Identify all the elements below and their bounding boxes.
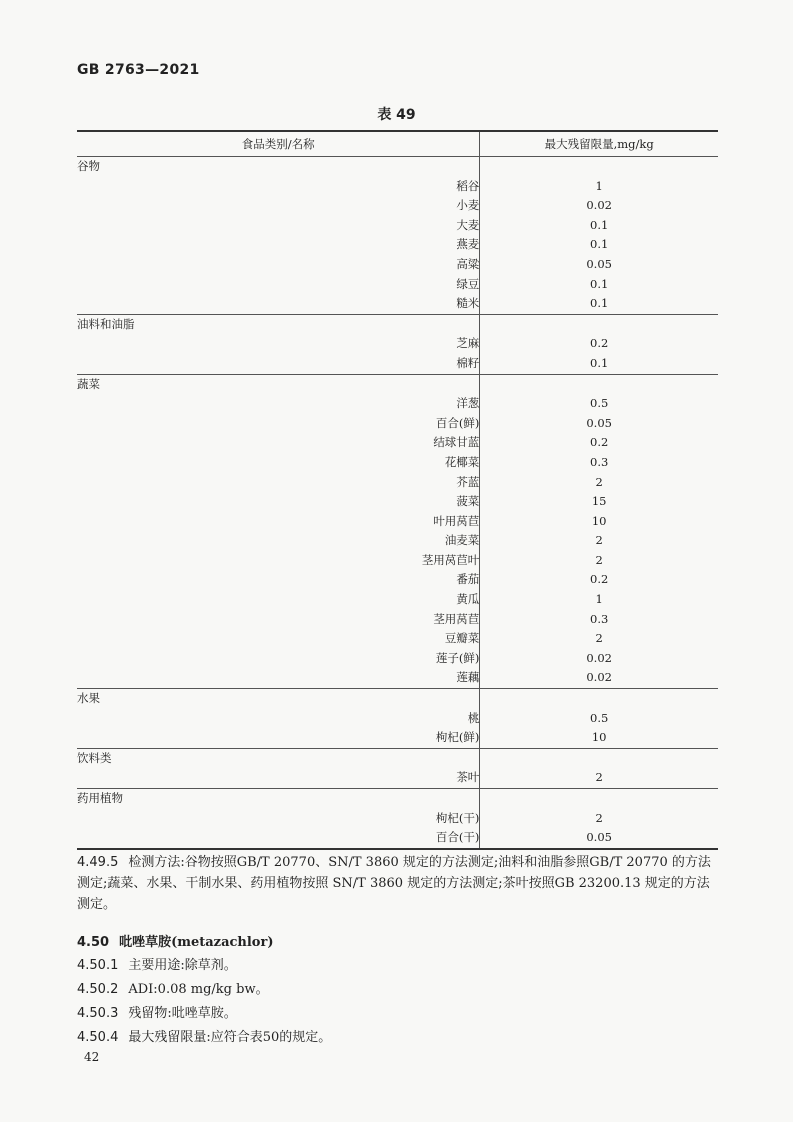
table-row: [77, 216, 718, 236]
mrl-value: 0.3: [590, 611, 609, 626]
mrl-value: 1: [595, 592, 603, 607]
table-header-row: [77, 131, 718, 157]
food-name: 燕麦: [77, 235, 480, 255]
table-row: [77, 551, 718, 571]
section-number: 4.50.3: [77, 1006, 119, 1021]
table-row: [77, 629, 718, 649]
mrl-value: 0.02: [480, 668, 718, 688]
paragraph-4-49-5: [77, 852, 719, 915]
mrl-value: 0.1: [480, 294, 718, 314]
food-name: 洋葱: [77, 394, 480, 414]
table-row: [77, 531, 718, 551]
table-row: [77, 473, 718, 493]
table-body: [77, 157, 718, 849]
food-name: 糙米: [77, 294, 480, 314]
mrl-value: 10: [591, 513, 607, 528]
food-name: 百合(鲜): [77, 414, 480, 434]
section-text: 最大残留限量:应符合表50的规定。: [128, 1030, 332, 1045]
table-row: [77, 235, 718, 255]
table-row: [77, 768, 718, 788]
mrl-value: 0.1: [590, 217, 609, 232]
column-header-food: 食品类别/名称: [77, 131, 480, 157]
food-name: 叶用莴苣: [77, 512, 480, 532]
section-text: 残留物:吡唑草胺。: [128, 1006, 237, 1021]
table-row: [77, 512, 718, 532]
food-name: 枸杞(鲜): [77, 728, 480, 748]
table-row: [77, 728, 718, 748]
paragraph-4-50: [77, 932, 719, 953]
category-row: [77, 789, 718, 809]
category-value-cell: [480, 157, 718, 177]
food-name: 芥蓝: [77, 473, 480, 493]
category-value-cell: [480, 748, 718, 768]
table-row: [77, 453, 718, 473]
category-label: 油料和油脂: [77, 314, 480, 334]
food-name: 豆瓣菜: [77, 629, 480, 649]
table-row: [77, 809, 718, 829]
mrl-value: 2: [480, 768, 718, 788]
category-value-cell: [480, 374, 718, 394]
table-row: [77, 177, 718, 197]
table-row: [77, 668, 718, 688]
food-name: 绿豆: [77, 275, 480, 295]
food-name: 稻谷: [77, 177, 480, 197]
category-label: 饮料类: [77, 748, 480, 768]
food-name: 枸杞(干): [77, 809, 480, 829]
paragraph-4-50-1: [77, 955, 719, 976]
paragraph-4-50-3: [77, 1003, 719, 1024]
table-row: [77, 433, 718, 453]
section-heading: 吡唑草胺(metazachlor): [119, 935, 274, 950]
category-value-cell: [480, 689, 718, 709]
table-row: [77, 610, 718, 630]
mrl-value: 0.05: [586, 415, 612, 430]
food-name: 黄瓜: [77, 590, 480, 610]
food-name: 百合(干): [77, 828, 480, 849]
section-text: 检测方法:谷物按照GB/T 20770、SN/T 3860 规定的方法测定;油料和油脂参照GB/T 20770 的方法测定;蔬菜、水果、干制水果、药用植物按照 SN/T 3860 规定的方法测定;茶叶按照GB 23200.13 规定的方法测定。: [77, 855, 711, 912]
mrl-value: 1: [595, 178, 603, 193]
food-name: 茎用莴苣叶: [77, 551, 480, 571]
section-number: 4.50.4: [77, 1030, 119, 1045]
table-row: [77, 255, 718, 275]
category-row: [77, 314, 718, 334]
mrl-value: 0.1: [590, 237, 609, 252]
category-row: [77, 748, 718, 768]
table-row: [77, 828, 718, 849]
section-text: 主要用途:除草剂。: [128, 958, 237, 973]
table-row: [77, 196, 718, 216]
paragraph-4-50-2: [77, 979, 719, 1000]
food-name: 番茄: [77, 570, 480, 590]
section-text: ADI:0.08 mg/kg bw。: [128, 982, 269, 997]
mrl-value: 2: [595, 631, 603, 646]
mrl-value: 0.1: [590, 276, 609, 291]
mrl-value: 0.02: [586, 198, 612, 213]
mrl-value: 15: [591, 494, 607, 509]
mrl-value: 10: [480, 728, 718, 748]
mrl-value: 0.2: [590, 572, 609, 587]
table-title: 表 49: [377, 107, 416, 123]
category-label: 蔬菜: [77, 374, 480, 394]
column-header-mrl: 最大残留限量,mg/kg: [480, 131, 718, 157]
category-label: 药用植物: [77, 789, 480, 809]
section-number: 4.50: [77, 935, 110, 950]
standard-code: GB 2763—2021: [77, 62, 200, 78]
food-name: 莲子(鲜): [77, 649, 480, 669]
section-number: 4.49.5: [77, 855, 119, 870]
food-name: 芝麻: [77, 334, 480, 354]
food-name: 菠菜: [77, 492, 480, 512]
food-name: 莲藕: [77, 668, 480, 688]
mrl-value: 0.2: [590, 435, 609, 450]
category-label: 谷物: [77, 157, 480, 177]
mrl-value: 2: [595, 552, 603, 567]
food-name: 桃: [77, 709, 480, 729]
mrl-value: 0.02: [586, 650, 612, 665]
residue-limit-table: [77, 130, 718, 850]
mrl-value: 0.05: [586, 256, 612, 271]
table-row: [77, 394, 718, 414]
table-row: [77, 709, 718, 729]
section-number: 4.50.2: [77, 982, 119, 997]
food-name: 花椰菜: [77, 453, 480, 473]
category-row: [77, 689, 718, 709]
page-number: 42: [84, 1050, 100, 1064]
table-row: [77, 492, 718, 512]
food-name: 小麦: [77, 196, 480, 216]
section-number: 4.50.1: [77, 958, 119, 973]
food-name: 茶叶: [77, 768, 480, 788]
category-value-cell: [480, 789, 718, 809]
mrl-value: 0.05: [480, 828, 718, 849]
category-row: [77, 157, 718, 177]
mrl-value: 0.5: [590, 710, 609, 725]
mrl-value: 0.2: [590, 336, 609, 351]
mrl-value: 2: [595, 474, 603, 489]
food-name: 油麦菜: [77, 531, 480, 551]
table-row: [77, 354, 718, 374]
category-value-cell: [480, 314, 718, 334]
food-name: 高粱: [77, 255, 480, 275]
category-row: [77, 374, 718, 394]
mrl-value: 0.5: [590, 396, 609, 411]
category-label: 水果: [77, 689, 480, 709]
table-row: [77, 649, 718, 669]
food-name: 大麦: [77, 216, 480, 236]
food-name: 茎用莴苣: [77, 610, 480, 630]
paragraph-4-50-4: [77, 1027, 719, 1048]
table-row: [77, 590, 718, 610]
food-name: 棉籽: [77, 354, 480, 374]
mrl-value: 0.1: [480, 354, 718, 374]
table-row: [77, 334, 718, 354]
mrl-value: 2: [595, 810, 603, 825]
table-row: [77, 275, 718, 295]
table-row: [77, 414, 718, 434]
mrl-value: 0.3: [590, 454, 609, 469]
food-name: 结球甘蓝: [77, 433, 480, 453]
mrl-value: 2: [595, 533, 603, 548]
table-row: [77, 570, 718, 590]
table-row: [77, 294, 718, 314]
